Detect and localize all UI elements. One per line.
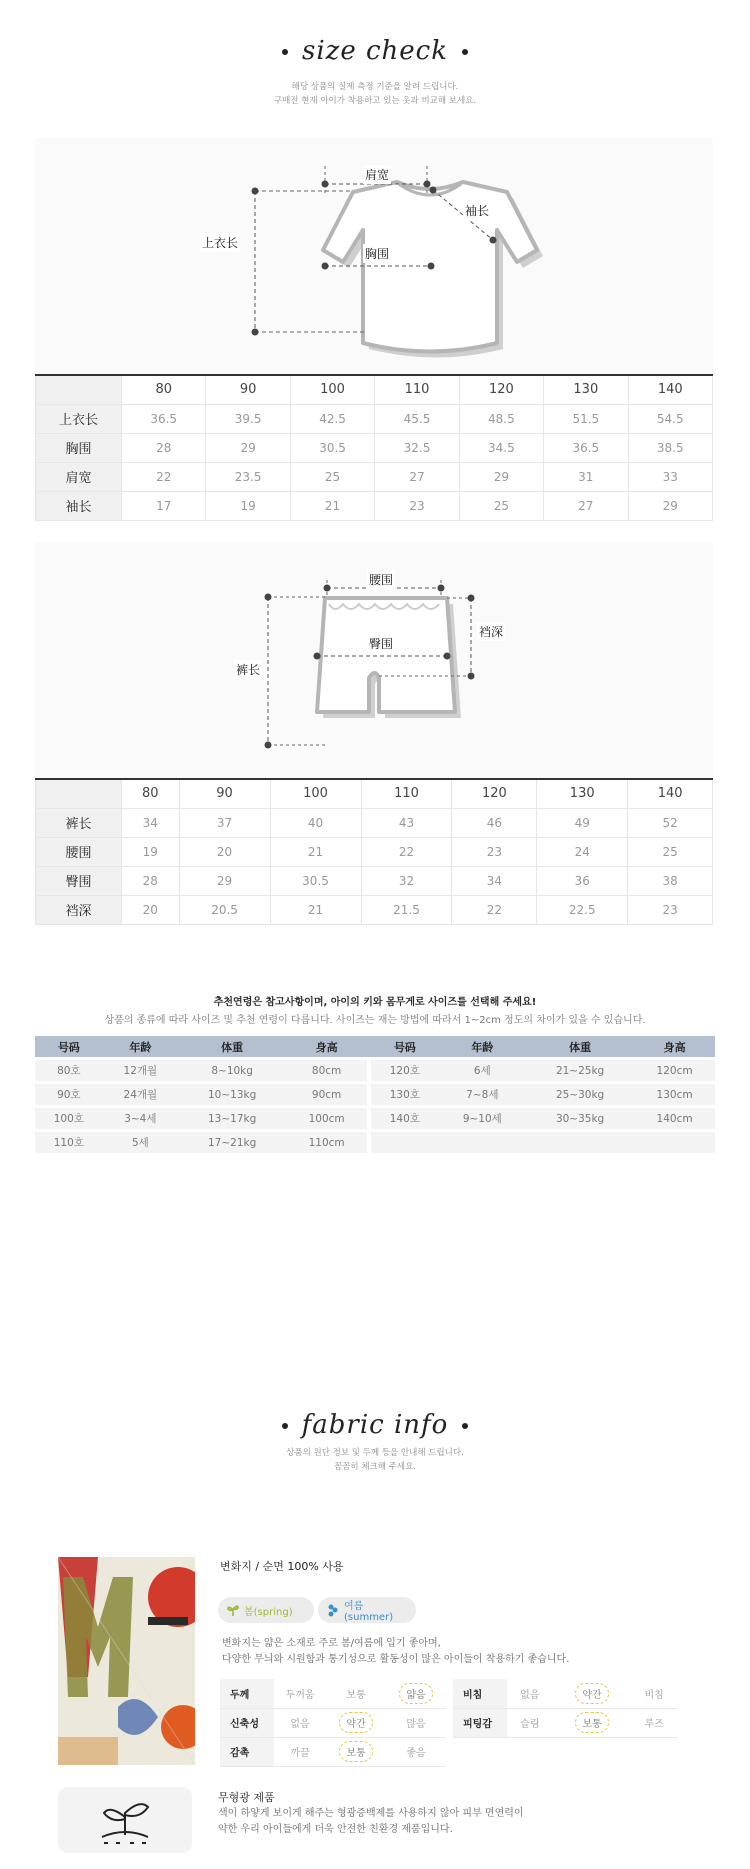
- row-label: 腰围: [36, 837, 122, 866]
- size-header: 120: [459, 375, 543, 404]
- prop-row-touch: [220, 1737, 446, 1766]
- table-cell: 54.5: [628, 404, 712, 433]
- table-cell: 34: [452, 866, 537, 895]
- table-cell: 21~25kg: [526, 1060, 634, 1081]
- season-summer-badge: [318, 1597, 416, 1623]
- size-header: 140: [628, 375, 712, 404]
- table-cell: 13~17kg: [178, 1108, 286, 1129]
- empty-cell: [526, 1132, 634, 1153]
- size-check-desc-line1: 해당 상품의 실제 측정 기준을 알려 드립니다.: [291, 82, 459, 92]
- table-cell: 20.5: [179, 895, 270, 924]
- table-cell: 5세: [103, 1132, 178, 1153]
- table-cell: 140호: [371, 1108, 439, 1129]
- prop-row-sheer: [453, 1679, 677, 1708]
- table-row: [36, 404, 713, 433]
- table-header-row: [36, 375, 713, 404]
- table-cell: 25: [290, 462, 374, 491]
- bullet-dot: [462, 1423, 468, 1429]
- table-cell: 6세: [439, 1060, 526, 1081]
- size-header: 110: [375, 375, 459, 404]
- table-cell: 17~21kg: [178, 1132, 286, 1153]
- prop-label: 신축성: [220, 1708, 274, 1737]
- table-cell: 110호: [35, 1132, 103, 1153]
- table-cell: 29: [459, 462, 543, 491]
- season-summer-label: 여름(summer): [344, 1601, 394, 1623]
- fabric-props-right: [453, 1679, 677, 1738]
- bullet-dot: [282, 1423, 288, 1429]
- table-cell: 36: [537, 866, 628, 895]
- table-cell: 25: [628, 837, 713, 866]
- table-cell: 100cm: [286, 1108, 367, 1129]
- bullet-dot: [462, 49, 468, 55]
- empty-cell: [634, 1132, 715, 1153]
- table-cell: 30.5: [270, 866, 361, 895]
- header-cell: 年龄: [103, 1036, 178, 1057]
- prop-option: 많음: [386, 1708, 446, 1737]
- header-cell: 体重: [526, 1036, 634, 1057]
- label-hip: 臀围: [367, 634, 395, 653]
- table-cell: 49: [537, 808, 628, 837]
- table-cell: 90호: [35, 1084, 103, 1105]
- table-cell: 33: [628, 462, 712, 491]
- non-fluorescent-title: 무형광 제품: [218, 1791, 275, 1804]
- table-cell: 38: [628, 866, 713, 895]
- table-cell: 22.5: [537, 895, 628, 924]
- empty-cell: [439, 1132, 526, 1153]
- non-fluorescent-badge: [58, 1787, 192, 1853]
- empty-cell: [371, 1132, 439, 1153]
- bullet-dot: [282, 49, 288, 55]
- table-cell: 42.5: [290, 404, 374, 433]
- size-header: 80: [122, 779, 180, 808]
- season-spring-badge: [218, 1597, 314, 1623]
- table-row: [35, 1132, 715, 1153]
- table-row: [36, 433, 713, 462]
- top-diagram-panel: [35, 138, 713, 374]
- table-cell: 21: [270, 837, 361, 866]
- prop-option: 좋음: [386, 1737, 446, 1766]
- header-cell: 体重: [178, 1036, 286, 1057]
- non-fluorescent-text1: 색이 하얗게 보이게 해주는 형광증백제를 사용하지 않아 피부 면연력이: [218, 1808, 524, 1819]
- non-fluorescent-desc: [218, 1806, 718, 1838]
- fabric-swatch-image: [58, 1557, 195, 1765]
- table-cell: 22: [452, 895, 537, 924]
- table-cell: 19: [122, 837, 180, 866]
- table-cell: 31: [544, 462, 628, 491]
- table-cell: 80cm: [286, 1060, 367, 1081]
- table-cell: 23: [452, 837, 537, 866]
- label-rise: 裆深: [477, 622, 505, 641]
- fabric-desc-line2: 꼼꼼히 체크해 주세요.: [333, 1462, 416, 1472]
- table-cell: 9~10세: [439, 1108, 526, 1129]
- table-cell: 24: [537, 837, 628, 866]
- fabric-info-desc: [0, 1446, 750, 1474]
- size-header: 130: [544, 375, 628, 404]
- table-row: [35, 1060, 715, 1081]
- table-cell: 51.5: [544, 404, 628, 433]
- table-cell: 7~8세: [439, 1084, 526, 1105]
- size-header: 100: [270, 779, 361, 808]
- row-label: 袖长: [36, 491, 122, 520]
- table-cell: 20: [179, 837, 270, 866]
- size-check-desc: [0, 80, 750, 108]
- table-row: [36, 895, 713, 924]
- table-row: [36, 462, 713, 491]
- table-cell: 32: [361, 866, 452, 895]
- table-cell: 130cm: [634, 1084, 715, 1105]
- table-cell: 80호: [35, 1060, 103, 1081]
- table-cell: 34: [122, 808, 180, 837]
- table-cell: 23: [375, 491, 459, 520]
- header-cell: 身高: [634, 1036, 715, 1057]
- table-corner: [36, 779, 122, 808]
- table-cell: 12개월: [103, 1060, 178, 1081]
- size-header: 140: [628, 779, 713, 808]
- header-cell: 身高: [286, 1036, 367, 1057]
- size-header: 120: [452, 779, 537, 808]
- label-top-length: 上衣长: [200, 233, 240, 252]
- table-cell: 23.5: [206, 462, 290, 491]
- prop-option-selected: 약간: [326, 1708, 386, 1737]
- table-cell: 19: [206, 491, 290, 520]
- prop-option-selected: 보통: [326, 1737, 386, 1766]
- fabric-pattern: [58, 1557, 195, 1765]
- size-header: 90: [179, 779, 270, 808]
- table-cell: 48.5: [459, 404, 543, 433]
- non-fluorescent-text2: 약한 우리 아이들에게 더욱 안전한 친환경 제품입니다.: [218, 1824, 453, 1835]
- size-check-desc-line2: 구매전 현재 아이가 착용하고 있는 옷과 비교해 보세요.: [273, 96, 477, 106]
- table-corner: [36, 375, 122, 404]
- table-cell: 28: [122, 866, 180, 895]
- label-pants-length: 裤长: [234, 660, 262, 679]
- table-cell: 34.5: [459, 433, 543, 462]
- prop-option: 루즈: [631, 1708, 677, 1737]
- table-cell: 30.5: [290, 433, 374, 462]
- prop-option: 슬림: [507, 1708, 553, 1737]
- table-row: [36, 837, 713, 866]
- prop-option-selected: 보통: [553, 1708, 632, 1737]
- seedling-icon: [58, 1787, 192, 1853]
- table-header-row: [36, 779, 713, 808]
- table-cell: 27: [544, 491, 628, 520]
- size-header: 110: [361, 779, 452, 808]
- table-cell: 38.5: [628, 433, 712, 462]
- label-waist: 腰围: [367, 570, 395, 589]
- table-cell: 21: [270, 895, 361, 924]
- label-chest: 胸围: [363, 244, 391, 263]
- row-label: 上衣长: [36, 404, 122, 433]
- recommend-header-row: [35, 1036, 715, 1057]
- row-label: 臀围: [36, 866, 122, 895]
- fabric-info-title: fabric info: [0, 1410, 750, 1440]
- fabric-description: [222, 1636, 722, 1668]
- table-cell: 36.5: [122, 404, 206, 433]
- table-cell: 3~4세: [103, 1108, 178, 1129]
- table-cell: 43: [361, 808, 452, 837]
- table-cell: 10~13kg: [178, 1084, 286, 1105]
- header-cell: 号码: [35, 1036, 103, 1057]
- pants-diagram-panel: [35, 542, 713, 778]
- table-cell: 140cm: [634, 1108, 715, 1129]
- table-cell: 8~10kg: [178, 1060, 286, 1081]
- size-header: 130: [537, 779, 628, 808]
- table-row: [36, 808, 713, 837]
- table-row: [36, 491, 713, 520]
- table-cell: 52: [628, 808, 713, 837]
- size-check-title: size check: [0, 36, 750, 66]
- table-cell: 30~35kg: [526, 1108, 634, 1129]
- row-label: 裆深: [36, 895, 122, 924]
- water-drop-icon: [326, 1603, 340, 1617]
- prop-row-thickness: [220, 1679, 446, 1708]
- size-header: 90: [206, 375, 290, 404]
- prop-label: 두께: [220, 1679, 274, 1708]
- prop-option-selected: 얇음: [386, 1679, 446, 1708]
- table-cell: 25: [459, 491, 543, 520]
- fabric-material: 변화지 / 순면 100% 사용: [220, 1560, 344, 1573]
- size-header: 80: [122, 375, 206, 404]
- row-label: 肩宽: [36, 462, 122, 491]
- season-spring-label: 봄(spring): [244, 1606, 293, 1618]
- prop-label: 피팅감: [453, 1708, 507, 1737]
- table-cell: 24개월: [103, 1084, 178, 1105]
- table-cell: 110cm: [286, 1132, 367, 1153]
- row-label: 胸围: [36, 433, 122, 462]
- fabric-desc-text2: 다양한 무늬와 시원함과 통기성으로 활동성이 많은 아이들이 착용하기 좋습니다.: [222, 1654, 570, 1665]
- table-cell: 120cm: [634, 1060, 715, 1081]
- prop-row-stretch: [220, 1708, 446, 1737]
- table-cell: 17: [122, 491, 206, 520]
- prop-option: 없음: [274, 1708, 326, 1737]
- prop-option-selected: 약간: [553, 1679, 632, 1708]
- prop-label: 비침: [453, 1679, 507, 1708]
- table-cell: 45.5: [375, 404, 459, 433]
- label-shoulder: 肩宽: [363, 165, 391, 184]
- table-cell: 100호: [35, 1108, 103, 1129]
- table-cell: 46: [452, 808, 537, 837]
- table-cell: 29: [179, 866, 270, 895]
- prop-option: 보통: [326, 1679, 386, 1708]
- table-row: [35, 1084, 715, 1105]
- table-cell: 25~30kg: [526, 1084, 634, 1105]
- prop-option: 없음: [507, 1679, 553, 1708]
- recommend-table: [35, 1033, 715, 1156]
- table-cell: 22: [361, 837, 452, 866]
- table-cell: 23: [628, 895, 713, 924]
- table-cell: 32.5: [375, 433, 459, 462]
- table-cell: 29: [628, 491, 712, 520]
- prop-option: 두꺼움: [274, 1679, 326, 1708]
- top-size-table: [35, 374, 713, 521]
- fabric-desc-line1: 상품의 원단 정보 및 두께 등을 안내해 드립니다.: [286, 1448, 464, 1458]
- table-cell: 27: [375, 462, 459, 491]
- table-cell: 28: [122, 433, 206, 462]
- header-cell: 号码: [371, 1036, 439, 1057]
- prop-label: 감촉: [220, 1737, 274, 1766]
- fabric-props-left: [220, 1679, 446, 1767]
- table-cell: 120호: [371, 1060, 439, 1081]
- table-cell: 36.5: [544, 433, 628, 462]
- table-cell: 21.5: [361, 895, 452, 924]
- table-cell: 90cm: [286, 1084, 367, 1105]
- table-row: [35, 1108, 715, 1129]
- header-cell: 年龄: [439, 1036, 526, 1057]
- table-cell: 130호: [371, 1084, 439, 1105]
- size-header: 100: [290, 375, 374, 404]
- prop-row-fit: [453, 1708, 677, 1737]
- row-label: 裤长: [36, 808, 122, 837]
- table-cell: 21: [290, 491, 374, 520]
- prop-option: 까끌: [274, 1737, 326, 1766]
- table-cell: 37: [179, 808, 270, 837]
- table-cell: 20: [122, 895, 180, 924]
- sprout-icon: [226, 1603, 240, 1617]
- table-row: [36, 866, 713, 895]
- pants-size-table: [35, 778, 713, 925]
- table-cell: 40: [270, 808, 361, 837]
- table-cell: 22: [122, 462, 206, 491]
- table-cell: 29: [206, 433, 290, 462]
- fabric-desc-text1: 변화지는 얇은 소재로 주로 봄/여름에 입기 좋아며,: [222, 1638, 441, 1649]
- label-sleeve: 袖长: [463, 201, 491, 220]
- prop-option: 비침: [631, 1679, 677, 1708]
- recommend-title: 추천연령은 참고사항이며, 아이의 키와 몸무게로 사이즈를 선택해 주세요!: [213, 997, 537, 1008]
- table-cell: 39.5: [206, 404, 290, 433]
- recommend-subtitle: 상품의 종류에 따라 사이즈 및 추천 연령이 다릅니다. 사이즈는 재는 방법에 따라서 1~2cm 정도의 차이가 있을 수 있습니다.: [104, 1015, 646, 1026]
